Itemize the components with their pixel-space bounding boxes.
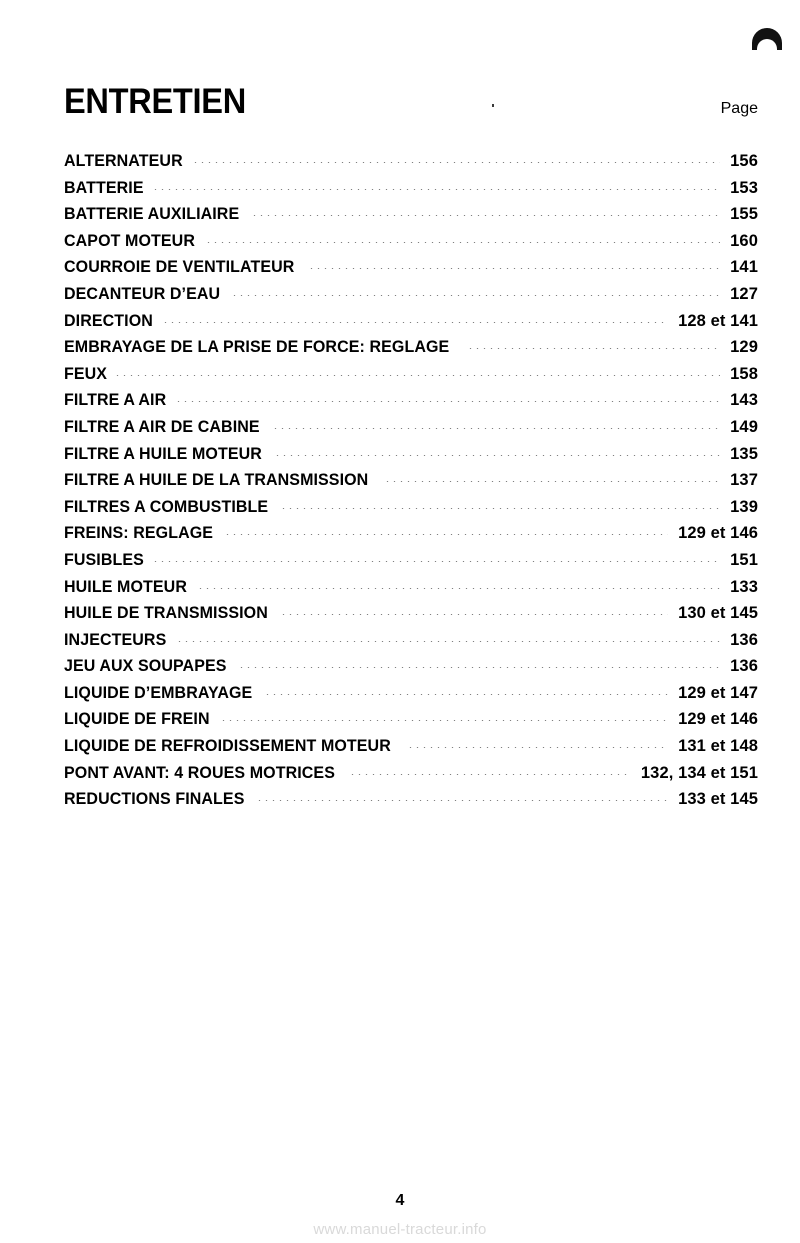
toc-entry[interactable] <box>64 391 758 418</box>
toc-entry[interactable] <box>64 445 758 472</box>
dot-leader <box>384 481 720 482</box>
toc-entry-title: HUILE MOTEUR <box>64 577 187 596</box>
toc-entry-title: EMBRAYAGE DE LA PRISE DE FORCE: REGLAGE <box>64 338 450 357</box>
toc-entry[interactable] <box>64 578 758 605</box>
toc-entry-title: REDUCTIONS FINALES <box>64 790 245 809</box>
toc-entry[interactable] <box>64 232 758 259</box>
toc-entry[interactable] <box>64 790 758 817</box>
dot-leader <box>231 295 720 296</box>
toc-entry-page-reference: 128 et 141 <box>678 311 758 330</box>
toc-entry[interactable] <box>64 657 758 684</box>
dot-leader <box>280 614 668 615</box>
toc-entry[interactable] <box>64 365 758 392</box>
toc-entry-page-reference: 129 et 146 <box>678 524 758 543</box>
toc-entry[interactable] <box>64 312 758 339</box>
dot-leader <box>176 641 721 642</box>
dot-leader <box>272 428 720 429</box>
toc-entry-title: FILTRE A HUILE DE LA TRANSMISSION <box>64 471 369 490</box>
toc-entry-title: DECANTEUR D’EAU <box>64 284 221 303</box>
dot-leader <box>251 215 721 216</box>
dot-leader <box>238 667 721 668</box>
toc-entry[interactable] <box>64 524 758 551</box>
page-title: ENTRETIEN <box>64 82 246 121</box>
toc-entry[interactable] <box>64 152 758 179</box>
toc-entry-title: FEUX <box>64 364 108 383</box>
toc-entry[interactable] <box>64 631 758 658</box>
dot-leader <box>162 322 668 323</box>
toc-entry-page-reference: 133 et 145 <box>678 790 758 809</box>
toc-entry-title: HUILE DE TRANSMISSION <box>64 604 268 623</box>
dot-leader <box>274 455 720 456</box>
toc-entry-page-reference: 129 et 146 <box>678 710 758 729</box>
toc-entry-page-reference: 158 <box>730 364 758 383</box>
toc-entry-title: FREINS: REGLAGE <box>64 524 214 543</box>
toc-entry-title: LIQUIDE DE FREIN <box>64 710 210 729</box>
toc-entry-page-reference: 156 <box>730 152 758 170</box>
toc-entry-page-reference: 135 <box>730 444 758 463</box>
toc-entry[interactable] <box>64 551 758 578</box>
toc-entry-page-reference: 141 <box>730 258 758 277</box>
footer-page-number: 4 <box>395 1192 405 1209</box>
dot-leader <box>224 534 668 535</box>
toc-entry-title: BATTERIE <box>64 178 144 197</box>
toc-entry-page-reference: 130 et 145 <box>678 604 758 623</box>
dot-leader <box>152 561 720 562</box>
dot-leader <box>192 162 720 163</box>
toc-entry[interactable] <box>64 684 758 711</box>
toc-entry[interactable] <box>64 179 758 206</box>
dot-leader <box>467 348 720 349</box>
dot-leader <box>220 720 668 721</box>
toc-entry-title: COURROIE DE VENTILATEUR <box>64 258 295 277</box>
toc-entry[interactable] <box>64 471 758 498</box>
toc-entry-page-reference: 139 <box>730 497 758 516</box>
toc-entry-title: DIRECTION <box>64 311 153 330</box>
toc-entry-page-reference: 149 <box>730 417 758 436</box>
toc-entry-page-reference: 153 <box>730 178 758 197</box>
scan-speck <box>492 104 494 107</box>
toc-entry-page-reference: 155 <box>730 205 758 224</box>
table-of-contents <box>64 152 758 817</box>
dot-leader <box>197 588 720 589</box>
page-header <box>64 82 758 124</box>
dot-leader <box>349 774 631 775</box>
toc-entry[interactable] <box>64 205 758 232</box>
toc-entry-page-reference: 133 <box>730 577 758 596</box>
toc-entry-title: CAPOT MOTEUR <box>64 231 195 250</box>
toc-entry-title: FILTRE A HUILE MOTEUR <box>64 444 262 463</box>
toc-entry-title: INJECTEURS <box>64 630 167 649</box>
toc-entry-page-reference: 129 et 147 <box>678 683 758 702</box>
dot-leader <box>205 242 720 243</box>
scan-artifact-mark <box>752 28 782 50</box>
toc-entry-title: JEU AUX SOUPAPES <box>64 657 227 676</box>
toc-entry-title: ALTERNATEUR <box>64 152 183 170</box>
page-column-header: Page <box>720 100 758 117</box>
toc-entry-page-reference: 132, 134 et 151 <box>640 763 758 782</box>
toc-entry-title: LIQUIDE D’EMBRAYAGE <box>64 683 253 702</box>
dot-leader <box>152 189 720 190</box>
toc-entry[interactable] <box>64 604 758 631</box>
toc-entry-page-reference: 160 <box>730 231 758 250</box>
toc-entry[interactable] <box>64 764 758 791</box>
toc-entry-page-reference: 143 <box>730 391 758 410</box>
toc-entry-title: FILTRE A AIR <box>64 391 167 410</box>
toc-entry-page-reference: 137 <box>730 471 758 490</box>
dot-leader <box>308 268 721 269</box>
toc-entry-page-reference: 129 <box>730 338 758 357</box>
dot-leader <box>114 375 720 376</box>
toc-entry-page-reference: 136 <box>730 657 758 676</box>
toc-entry[interactable] <box>64 258 758 285</box>
toc-entry[interactable] <box>64 338 758 365</box>
dot-leader <box>280 508 720 509</box>
toc-entry-title: BATTERIE AUXILIAIRE <box>64 205 240 224</box>
toc-entry[interactable] <box>64 418 758 445</box>
toc-entry-page-reference: 127 <box>730 284 758 303</box>
toc-entry[interactable] <box>64 737 758 764</box>
toc-entry-title: PONT AVANT: 4 ROUES MOTRICES <box>64 763 335 782</box>
toc-entry-page-reference: 131 et 148 <box>678 737 758 756</box>
toc-entry-page-reference: 136 <box>730 630 758 649</box>
toc-entry[interactable] <box>64 285 758 312</box>
dot-leader <box>264 694 668 695</box>
dot-leader <box>175 401 720 402</box>
toc-entry[interactable] <box>64 710 758 737</box>
toc-entry-title: FUSIBLES <box>64 550 144 569</box>
toc-entry[interactable] <box>64 498 758 525</box>
toc-entry-title: FILTRE A AIR DE CABINE <box>64 417 260 436</box>
dot-leader <box>256 800 668 801</box>
watermark: www.manuel-tracteur.info <box>313 1221 487 1238</box>
toc-entry-title: LIQUIDE DE REFROIDISSEMENT MOTEUR <box>64 737 391 756</box>
toc-entry-title: FILTRES A COMBUSTIBLE <box>64 497 269 516</box>
toc-entry-page-reference: 151 <box>730 550 758 569</box>
dot-leader <box>407 747 668 748</box>
